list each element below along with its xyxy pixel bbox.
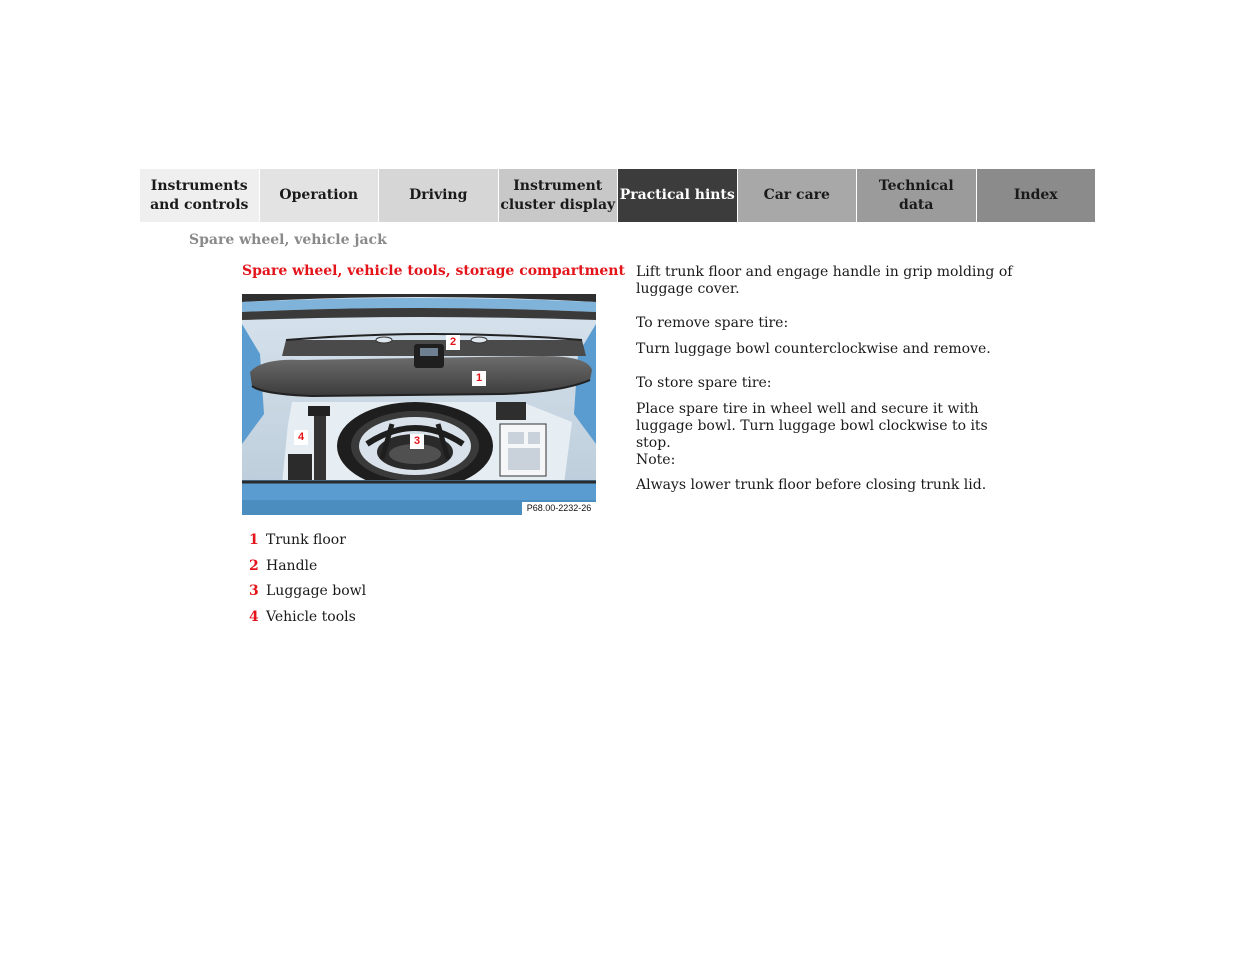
instruction-lift-floor: Lift trunk floor and engage handle in grip molding of luggage cover. <box>636 264 1013 297</box>
figure-heading: Spare wheel, vehicle tools, storage compartment <box>242 263 625 279</box>
legend-number: 4 <box>249 609 259 626</box>
legend-item <box>249 531 366 557</box>
instruction-store-heading: To store spare tire: <box>636 375 772 391</box>
tab-driving[interactable]: Driving <box>379 169 499 222</box>
callout-2: 2 <box>446 335 460 350</box>
legend-text: Trunk floor <box>266 532 346 548</box>
legend-item <box>249 608 366 634</box>
chapter-nav <box>140 169 1095 222</box>
tab-instruments-and-controls[interactable]: Instruments and controls <box>140 169 260 222</box>
legend-item <box>249 557 366 583</box>
figure-legend <box>249 531 366 634</box>
callout-3: 3 <box>410 434 424 449</box>
callout-1: 1 <box>472 371 486 386</box>
legend-text: Vehicle tools <box>266 609 356 626</box>
tab-instrument-cluster-display[interactable]: Instrument cluster display <box>499 169 619 222</box>
tab-index[interactable]: Index <box>977 169 1096 222</box>
tab-operation[interactable]: Operation <box>260 169 380 222</box>
tab-technical-data[interactable]: Technical data <box>857 169 977 222</box>
legend-number: 1 <box>249 532 259 548</box>
figure-code: P68.00-2232-26 <box>522 502 596 515</box>
trunk-drawing <box>242 294 596 515</box>
note-heading: Note: <box>636 452 676 468</box>
instruction-remove-heading: To remove spare tire: <box>636 315 789 331</box>
tab-car-care[interactable]: Car care <box>738 169 858 222</box>
legend-text: Handle <box>266 557 318 574</box>
trunk-illustration <box>242 294 596 515</box>
legend-number: 3 <box>249 583 259 600</box>
instruction-remove: Turn luggage bowl counterclockwise and remove. <box>636 341 991 357</box>
legend-item <box>249 582 366 608</box>
instruction-store: Place spare tire in wheel well and secure it with luggage bowl. Turn luggage bowl clockwise to its stop. <box>636 401 988 451</box>
section-title: Spare wheel, vehicle jack <box>189 232 387 248</box>
tab-practical-hints[interactable]: Practical hints <box>618 169 738 222</box>
note-text: Always lower trunk floor before closing trunk lid. <box>636 477 987 493</box>
legend-text: Luggage bowl <box>266 583 367 600</box>
callout-4: 4 <box>294 430 308 445</box>
legend-number: 2 <box>249 557 259 574</box>
